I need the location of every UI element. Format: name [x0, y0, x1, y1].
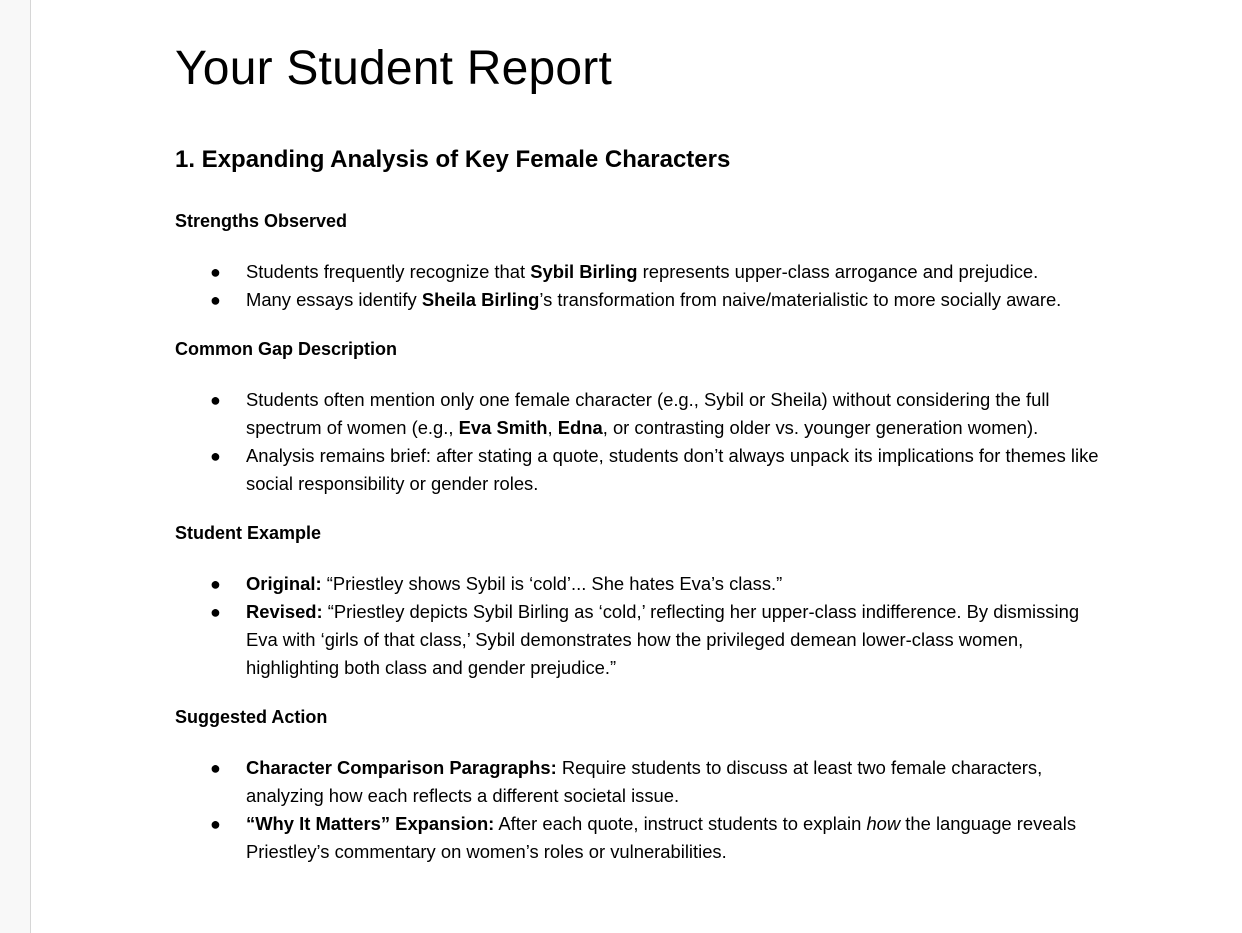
strengths-list: [175, 258, 1115, 314]
bullet-icon: ●: [210, 446, 221, 466]
bullet-icon: ●: [210, 262, 221, 282]
gaps-section: [175, 338, 1115, 498]
strengths-section: [175, 210, 1115, 314]
item-label: Original:: [246, 573, 322, 594]
list-item: ● Analysis remains brief: after stating a quote, students don’t always unpack its implications for themes like social responsibility or gender roles.: [246, 442, 1115, 498]
section-heading: 1. Expanding Analysis of Key Female Characters: [175, 146, 731, 173]
character-name: Eva Smith: [458, 417, 548, 438]
document-page[interactable]: [30, 0, 1242, 933]
example-section: [175, 522, 1115, 682]
bullet-icon: ●: [210, 290, 221, 310]
character-name: Sybil Birling: [530, 261, 638, 282]
editor-left-margin: [0, 0, 30, 933]
bullet-icon: ●: [210, 602, 221, 622]
gaps-list: [175, 386, 1115, 498]
document-body: [175, 36, 1115, 866]
item-label: Revised:: [246, 601, 323, 622]
example-heading: Student Example: [175, 523, 322, 543]
bullet-icon: ●: [210, 758, 221, 778]
list-item: ● Many essays identify Sheila Birling’s transformation from naive/materialistic to more socially aware.: [246, 286, 1115, 314]
list-item: ● Students often mention only one female character (e.g., Sybil or Sheila) without considering the full spectrum of women (e.g., Eva Smith, Edna, or contrasting older vs. younger generation women).: [246, 386, 1115, 442]
emphasis: how: [866, 813, 901, 834]
bullet-icon: ●: [210, 574, 221, 594]
item-label: Character Comparison Paragraphs:: [246, 757, 557, 778]
example-list: [175, 570, 1115, 682]
character-name: Sheila Birling: [421, 289, 540, 310]
list-item: ● Students frequently recognize that Sybil Birling represents upper-class arrogance and prejudice.: [246, 258, 1115, 286]
document-title: Your Student Report: [175, 42, 612, 95]
item-label: “Why It Matters” Expansion:: [246, 813, 495, 834]
list-item: ● Original: “Priestley shows Sybil is ‘cold’... She hates Eva’s class.”: [246, 570, 1115, 598]
gaps-heading: Common Gap Description: [175, 339, 398, 359]
bullet-icon: ●: [210, 390, 221, 410]
action-heading: Suggested Action: [175, 707, 328, 727]
list-item: ● “Why It Matters” Expansion: After each quote, instruct students to explain how the language reveals Priestley’s commentary on women’s roles or vulnerabilities.: [246, 810, 1115, 866]
list-item: ● Revised: “Priestley depicts Sybil Birling as ‘cold,’ reflecting her upper-class indifference. By dismissing Eva with ‘girls of that class,’ Sybil demonstrates how the privileged demean lower-class women, highlighting both class and gender prejudice.”: [246, 598, 1115, 682]
strengths-heading: Strengths Observed: [175, 211, 348, 231]
action-list: [175, 754, 1115, 866]
character-name: Edna: [557, 417, 603, 438]
list-item: ● Character Comparison Paragraphs: Require students to discuss at least two female characters, analyzing how each reflects a different societal issue.: [246, 754, 1115, 810]
action-section: [175, 706, 1115, 866]
bullet-icon: ●: [210, 814, 221, 834]
